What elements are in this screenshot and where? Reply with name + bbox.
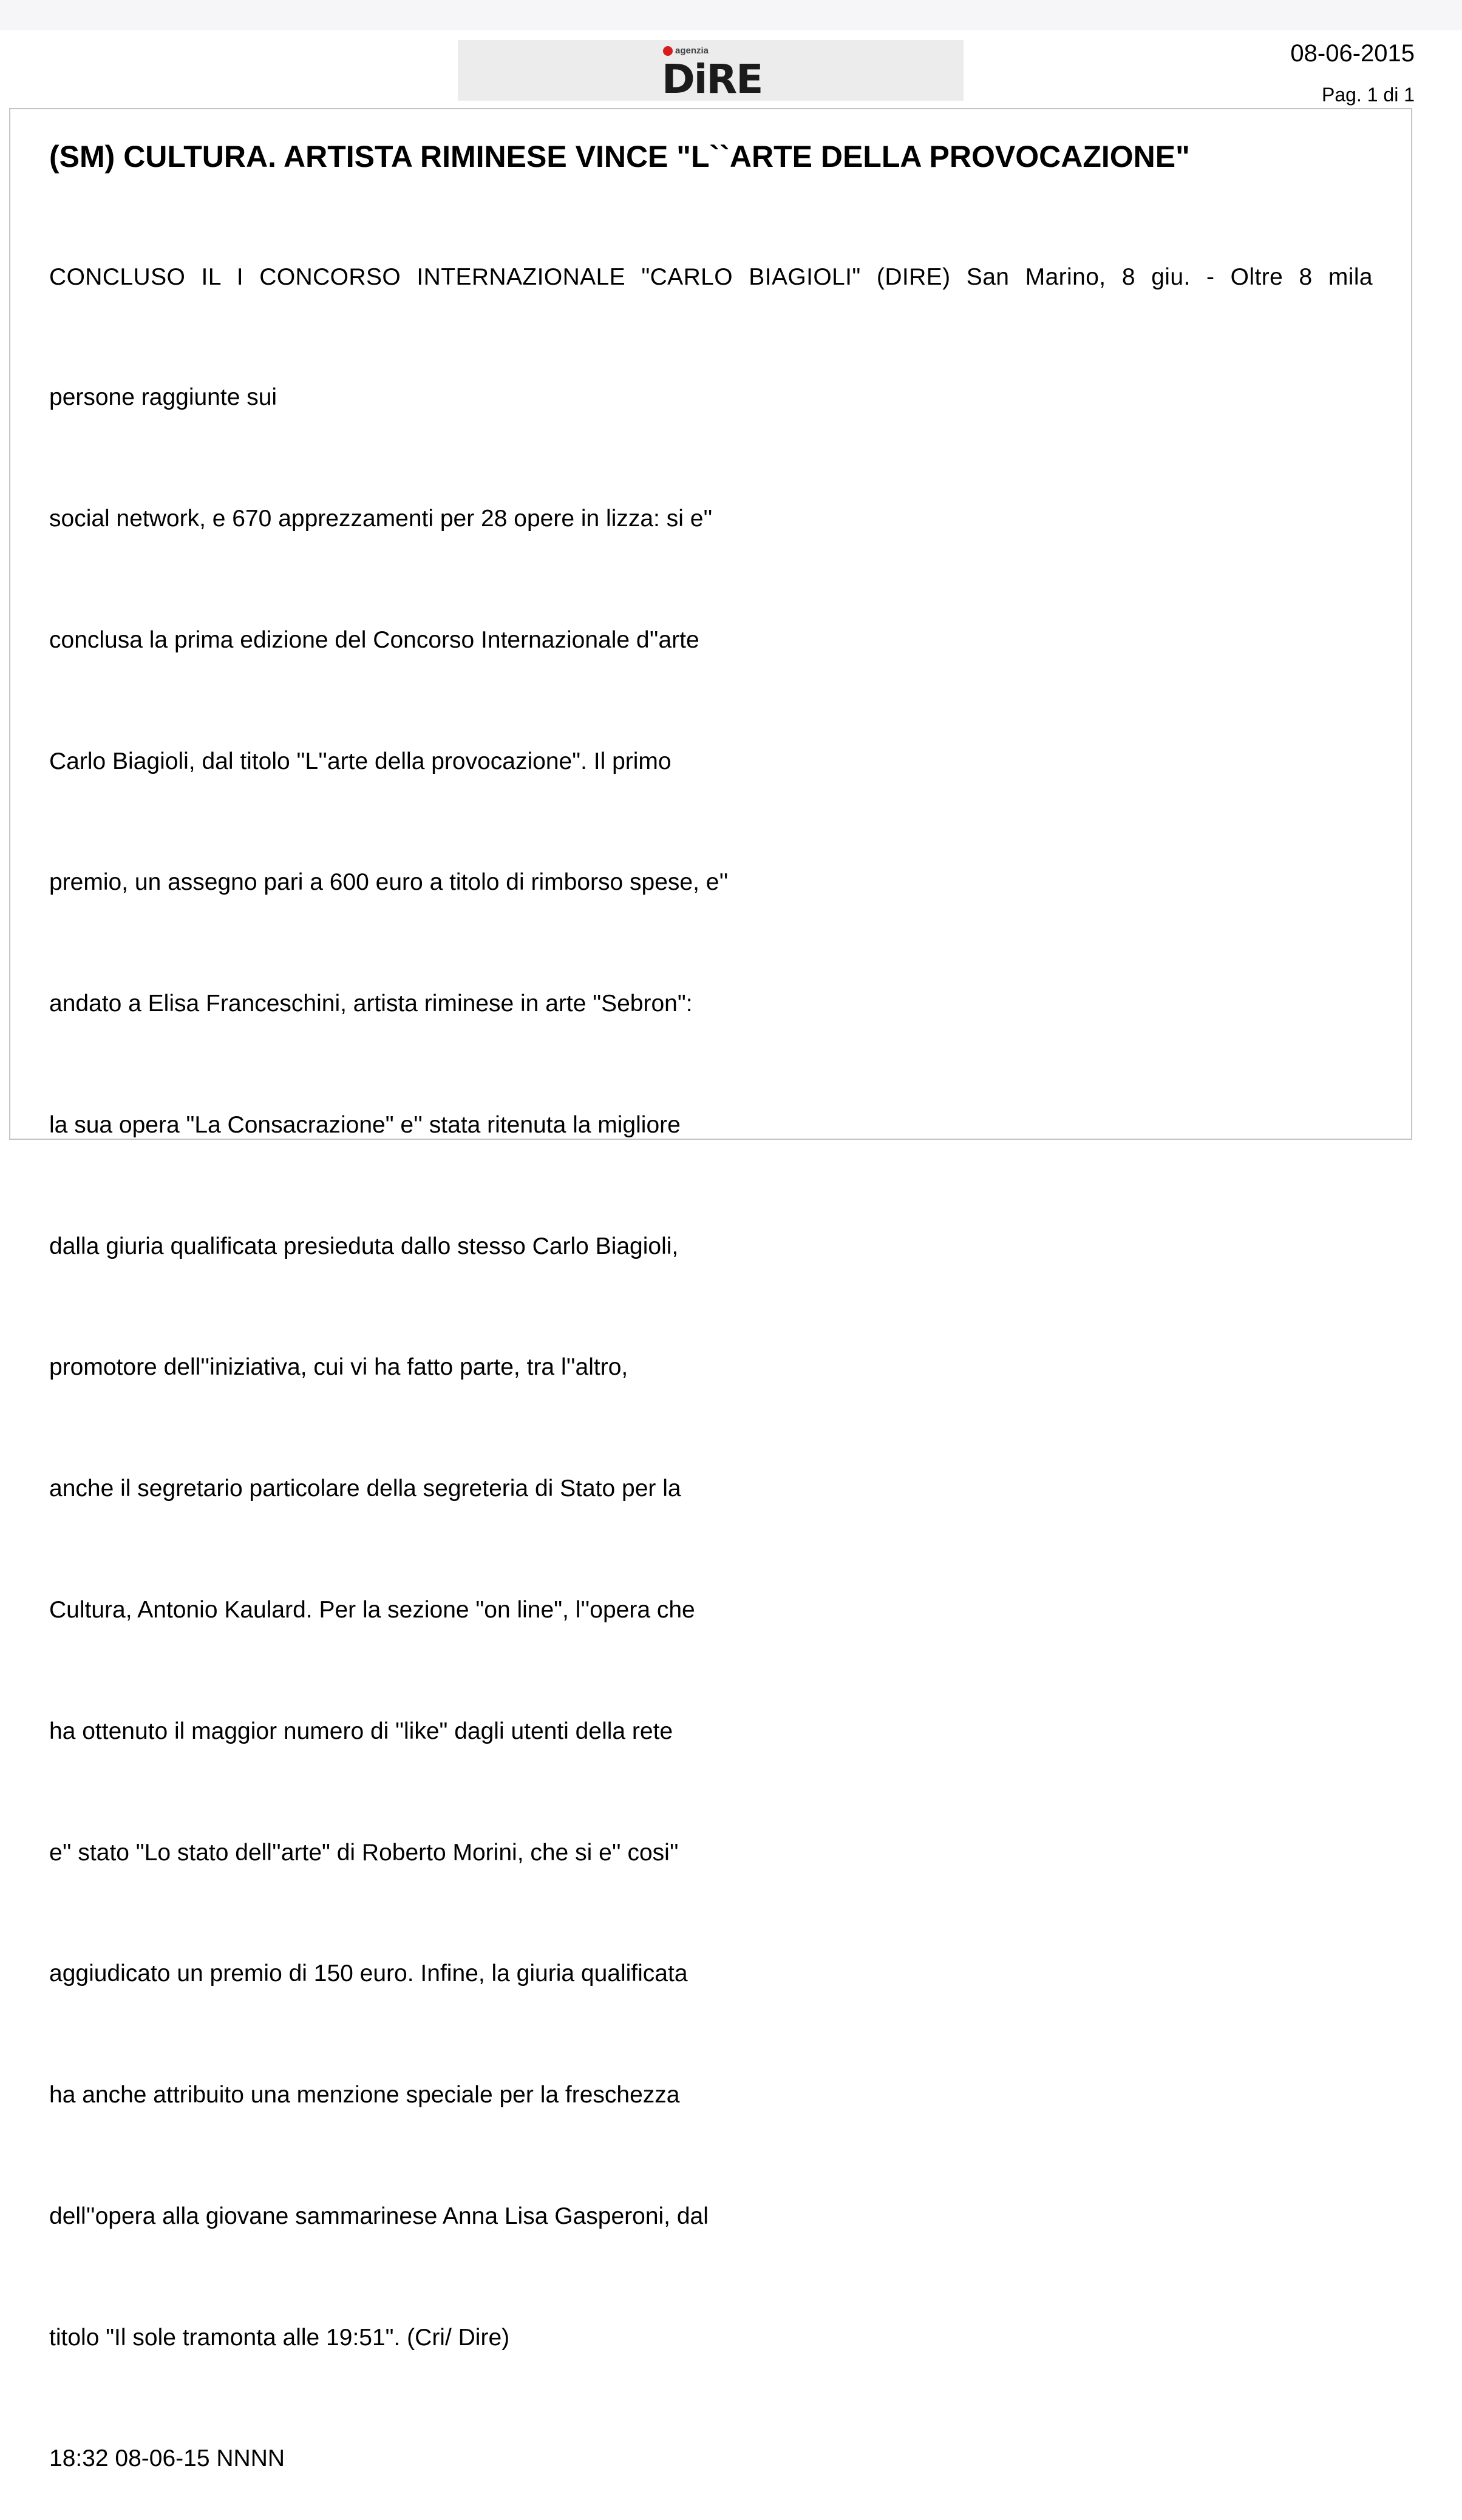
logo-dot-icon xyxy=(663,46,673,56)
top-band xyxy=(0,0,1462,30)
article-line: promotore dell''iniziativa, cui vi ha fatto parte, tra l''altro, xyxy=(49,1354,628,1381)
article-line: Carlo Biagioli, dal titolo "L''arte della provocazione". Il primo xyxy=(49,748,672,774)
document-date: 08-06-2015 xyxy=(1290,40,1415,67)
article-line: dalla giuria qualificata presieduta dallo stesso Carlo Biagioli, xyxy=(49,1233,679,1259)
logo-sup: agenzia xyxy=(675,46,709,56)
article-line: titolo "Il sole tramonta alle 19:51". (Cri/ Dire) xyxy=(49,2324,510,2351)
article-body xyxy=(49,297,728,2520)
article-line: la sua opera "La Consacrazione" e'' stata ritenuta la migliore xyxy=(49,1111,681,1138)
article-line: ha ottenuto il maggior numero di "like" dagli utenti della rete xyxy=(49,1718,673,1744)
article-timestamp: 18:32 08-06-15 NNNN xyxy=(49,2445,285,2472)
article-line: ha anche attribuito una menzione speciale per la freschezza xyxy=(49,2082,680,2108)
article-line: social network, e 670 apprezzamenti per 28 opere in lizza: si e'' xyxy=(49,505,713,532)
article-line: andato a Elisa Franceschini, artista riminese in arte "Sebron": xyxy=(49,991,693,1017)
article-line: Cultura, Antonio Kaulard. Per la sezione "on line", l''opera che xyxy=(49,1597,695,1623)
logo-name: DiRE xyxy=(662,56,763,103)
article-lead-line: CONCLUSO IL I CONCORSO INTERNAZIONALE "CARLO BIAGIOLI" (DIRE) San Marino, 8 giu. - Oltre 8 mila xyxy=(49,264,1373,290)
article-line: conclusa la prima edizione del Concorso Internazionale d''arte xyxy=(49,626,699,653)
article-line: e'' stato "Lo stato dell''arte" di Roberto Morini, che si e'' cosi'' xyxy=(49,1839,679,1866)
agency-logo xyxy=(458,40,964,101)
article-line: persone raggiunte sui xyxy=(49,384,277,411)
article-line: dell''opera alla giovane sammarinese Anna Lisa Gasperoni, dal xyxy=(49,2203,709,2229)
article-line: anche il segretario particolare della segreteria di Stato per la xyxy=(49,1475,681,1502)
page-indicator: Pag. 1 di 1 xyxy=(1322,84,1415,106)
article-headline: (SM) CULTURA. ARTISTA RIMINESE VINCE "L``ARTE DELLA PROVOCAZIONE" xyxy=(49,140,1190,174)
article-line: premio, un assegno pari a 600 euro a titolo di rimborso spese, e'' xyxy=(49,869,729,896)
article-line: aggiudicato un premio di 150 euro. Infine, la giuria qualificata xyxy=(49,1960,688,1987)
